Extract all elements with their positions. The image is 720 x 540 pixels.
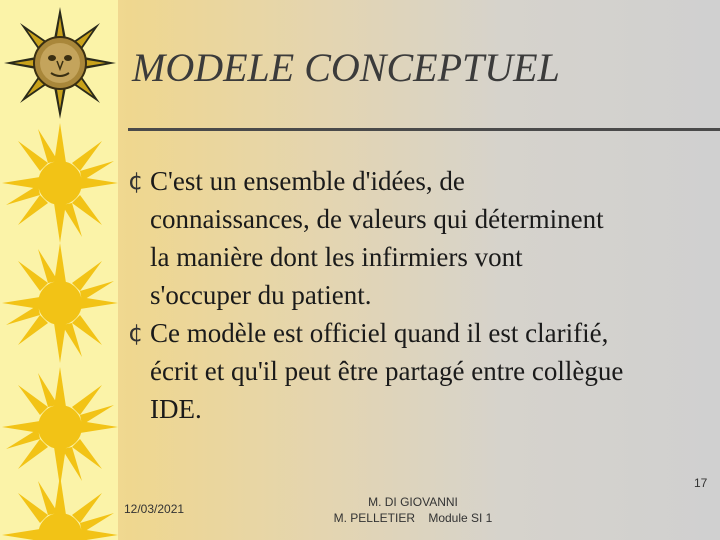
bullet-line: s'occuper du patient. — [150, 280, 372, 310]
sun-face-icon — [2, 5, 118, 121]
bullet-line: connaissances, de valeurs qui déterminent — [150, 204, 604, 234]
bullet-line: écrit et qu'il peut être partagé entre collègue — [150, 356, 624, 386]
bullet-line: C'est un ensemble d'idées, de — [150, 166, 465, 196]
bullet-item — [128, 162, 718, 314]
title-divider — [128, 128, 720, 131]
bullet-line: Ce modèle est officiel quand il est clarifié, — [150, 318, 609, 348]
footer-authors-line: M. DI GIOVANNI — [368, 495, 458, 509]
bullet-item — [128, 314, 718, 428]
bullet-icon: ¢ — [128, 167, 144, 195]
footer-date: 12/03/2021 — [124, 502, 185, 516]
slide-body — [128, 162, 718, 428]
bullet-line: IDE. — [150, 394, 202, 424]
bullet-icon: ¢ — [128, 319, 144, 347]
footer-authors-line: M. PELLETIER Module SI 1 — [333, 511, 493, 525]
sun-icon — [2, 118, 118, 248]
sun-icon — [2, 238, 118, 368]
footer-authors — [318, 494, 508, 526]
sun-icon — [2, 470, 118, 540]
slide-title: MODELE CONCEPTUEL — [132, 45, 560, 90]
bullet-line: la manière dont les infirmiers vont — [150, 242, 523, 272]
page-number: 17 — [694, 476, 708, 490]
